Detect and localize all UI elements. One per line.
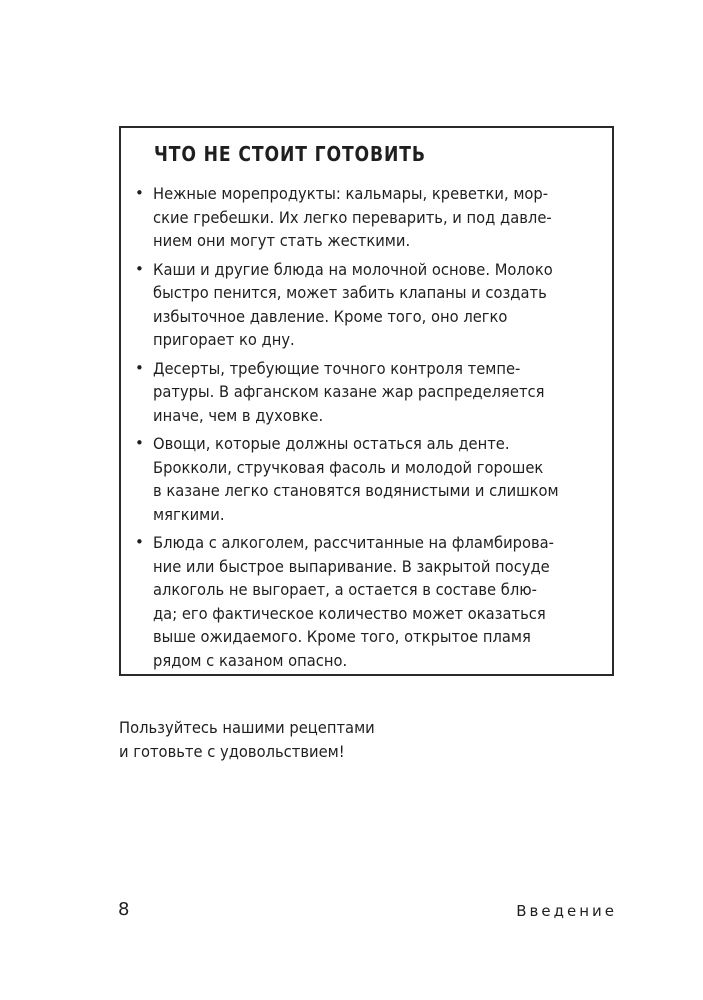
box-title: ЧТО НЕ СТОИТ ГОТОВИТЬ: [154, 142, 426, 166]
text-line: пригорает ко дну.: [153, 330, 295, 349]
text-line: и готовьте с удовольствием!: [119, 742, 345, 761]
text-line: нием они могут стать жесткими.: [153, 231, 411, 250]
info-box: [119, 126, 614, 676]
list-item: [135, 432, 605, 526]
text-line: иначе, чем в духовке.: [153, 405, 324, 425]
text-line: ние или быстрое выпаривание. В закрытой посуде: [153, 556, 550, 576]
bullet-icon: •: [135, 358, 144, 377]
text-line: Каши и другие блюда на молочной основе. Молоко: [153, 259, 553, 279]
text-line: Блюда с алкоголем, рассчитанные на фламбирова-: [153, 533, 555, 552]
list-item: [135, 258, 605, 352]
text-line: выше ожидаемого. Кроме того, открытое пламя: [153, 627, 531, 646]
bullet-list: [135, 182, 605, 677]
bullet-icon: •: [135, 184, 144, 202]
text-line: ские гребешки. Их легко переварить, и под давле-: [153, 207, 552, 227]
bullet-icon: •: [135, 434, 144, 452]
text-line: Овощи, которые должны остаться аль денте.: [153, 434, 510, 453]
text-line: алкоголь не выгорает, а остается в составе блю-: [153, 580, 537, 599]
text-line: мягкими.: [153, 504, 225, 524]
text-line: Нежные морепродукты: кальмары, креветки, мор-: [153, 184, 549, 203]
text-line: ратуры. В афганском казане жар распределяется: [153, 382, 545, 401]
closing-paragraph: [119, 716, 397, 764]
text-line: в казане легко становятся водянистыми и слишком: [153, 481, 559, 500]
list-item: [135, 531, 605, 672]
list-item: [135, 357, 605, 428]
text-line: Брокколи, стручковая фасоль и молодой горошек: [153, 457, 544, 477]
bullet-icon: •: [135, 533, 144, 551]
text-line: Десерты, требующие точного контроля темпе-: [153, 358, 521, 378]
text-line: да; его фактическое количество может оказаться: [153, 603, 546, 623]
text-line: быстро пенится, может забить клапаны и создать: [153, 283, 547, 302]
bullet-icon: •: [135, 259, 144, 278]
text-line: Пользуйтесь нашими рецептами: [119, 718, 375, 737]
list-item: [135, 182, 605, 253]
page-number: 8: [118, 899, 130, 920]
text-line: избыточное давление. Кроме того, оно легко: [153, 306, 508, 326]
section-title: Введение: [516, 902, 617, 920]
text-line: рядом с казаном опасно.: [153, 650, 348, 670]
